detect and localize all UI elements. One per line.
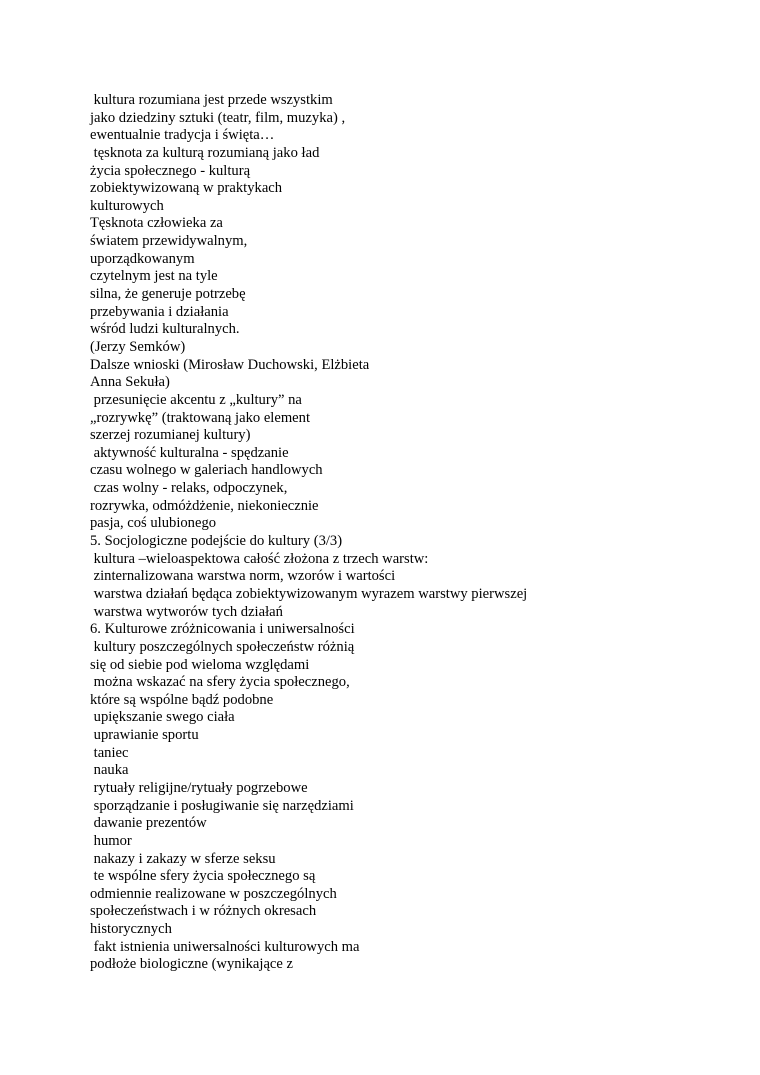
text-line: wśród ludzi kulturalnych. [90,321,240,338]
text-line: zinternalizowana warstwa norm, wzorów i wartości [90,568,396,585]
document-text [90,92,730,974]
text-line: historycznych [90,921,172,938]
section-heading: 6. Kulturowe zróżnicowania i uniwersalności [90,621,355,638]
text-line: które są wspólne bądź podobne [90,691,274,708]
text-line: jako dziedziny sztuki (teatr, film, muzyka) , [90,109,346,126]
text-line: dawanie prezentów [90,815,207,832]
text-line: czytelnym jest na tyle [90,268,218,285]
text-line: kulturowych [90,197,164,214]
text-line: rytuały religijne/rytuały pogrzebowe [90,779,308,796]
text-line: humor [90,832,132,849]
text-line: szerzej rozumianej kultury) [90,427,251,444]
text-line: kultury poszczególnych społeczeństw różnią [90,638,355,655]
text-line: odmiennie realizowane w poszczególnych [90,885,337,902]
text-line: te wspólne sfery życia społecznego są [90,868,316,885]
text-line: czas wolny - relaks, odpoczynek, [90,480,288,497]
text-line: (Jerzy Semków) [90,338,186,355]
text-line: zobiektywizowaną w praktykach [90,180,283,197]
text-line: nauka [90,762,129,779]
text-line: kultura –wieloaspektowa całość złożona z trzech warstw: [90,550,429,567]
text-line: czasu wolnego w galeriach handlowych [90,462,323,479]
text-line: Anna Sekuła) [90,374,170,391]
text-line: się od siebie pod wieloma względami [90,656,310,673]
text-line: sporządzanie i posługiwanie się narzędziami [90,797,354,814]
text-line: Dalsze wnioski (Mirosław Duchowski, Elżbieta [90,356,370,373]
text-line: społeczeństwach i w różnych okresach [90,903,317,920]
text-line: warstwa wytworów tych działań [90,603,283,620]
text-line: taniec [90,744,129,761]
text-line: podłoże biologiczne (wynikające z [90,956,294,973]
text-line: fakt istnienia uniwersalności kulturowych ma [90,938,360,955]
text-line: aktywność kulturalna - spędzanie [90,444,289,461]
text-line: życia społecznego - kulturą [90,162,251,179]
text-line: ewentualnie tradycja i święta… [90,127,275,144]
text-line: warstwa działań będąca zobiektywizowanym wyrazem warstwy pierwszej [90,585,528,602]
text-line: tęsknota za kulturą rozumianą jako ład [90,144,320,161]
text-line: rozrywka, odmóżdżenie, niekoniecznie [90,497,319,514]
text-line: pasja, coś ulubionego [90,515,217,532]
text-line: przebywania i działania [90,303,229,320]
text-line: Tęsknota człowieka za [90,215,223,232]
text-line: nakazy i zakazy w sferze seksu [90,850,276,867]
text-line: światem przewidywalnym, [90,233,248,250]
text-line: kultura rozumiana jest przede wszystkim [90,92,333,108]
text-line: uprawianie sportu [90,727,199,744]
text-line: przesunięcie akcentu z „kultury” na [90,391,302,408]
text-line: uporządkowanym [90,250,195,267]
text-line: silna, że generuje potrzebę [90,286,246,303]
text-line: można wskazać na sfery życia społecznego, [90,674,350,691]
text-line: upiększanie swego ciała [90,709,235,726]
text-line: „rozrywkę” (traktowaną jako element [90,409,311,426]
section-heading: 5. Socjologiczne podejście do kultury (3/3) [90,533,343,550]
